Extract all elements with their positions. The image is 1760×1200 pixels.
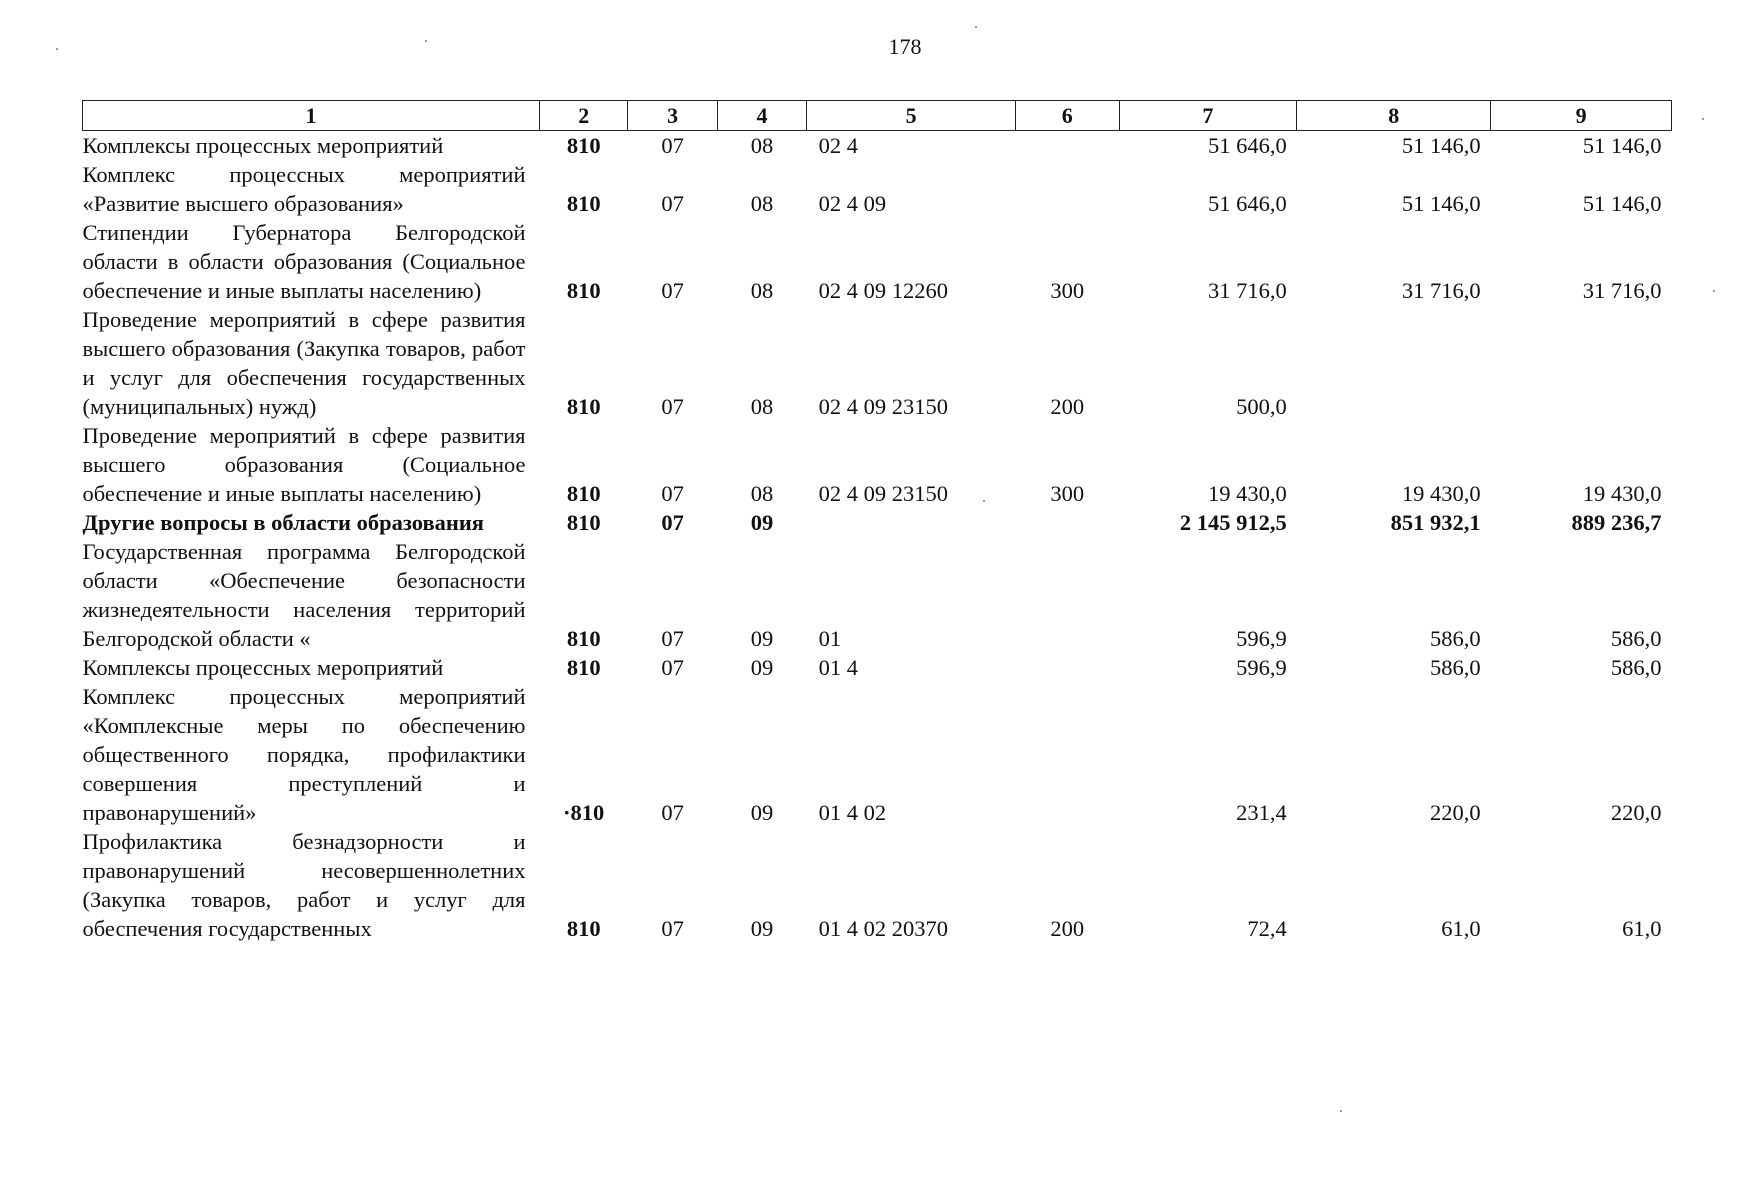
row-name: Комплексы процессных мероприятий	[82, 655, 444, 680]
header-col-1: 1	[83, 101, 540, 131]
scan-speck	[1702, 118, 1704, 120]
row-rz: 07	[661, 481, 684, 506]
row-name: Профилактика безнадзорности и правонарушений несовершеннолетних (Закупка товаров, работ и услуг для обеспечения государственных	[82, 829, 526, 941]
row-csr: 01 4 02 20370	[818, 916, 949, 941]
row-gp: 810	[566, 626, 601, 651]
row-csr: 02 4 09	[818, 191, 887, 216]
row-value-9: 889 236,7	[1571, 510, 1662, 535]
row-name: Другие вопросы в области образования	[82, 510, 484, 535]
header-col-4: 4	[717, 101, 806, 131]
page-number: 178	[888, 34, 922, 59]
row-rz: 07	[661, 133, 684, 158]
row-value-7: 19 430,0	[1208, 481, 1287, 506]
row-value-9: 51 146,0	[1582, 133, 1662, 158]
row-value-8: 19 430,0	[1401, 481, 1481, 506]
table-row-subtotal	[83, 508, 1672, 537]
table-row	[83, 131, 1672, 161]
row-name: Стипендии Губернатора Белгородской области в области образования (Социальное обеспечение и иные выплаты населению)	[82, 220, 526, 303]
row-value-9: 51 146,0	[1582, 191, 1662, 216]
row-rz: 07	[661, 278, 684, 303]
table-row	[83, 305, 1672, 421]
row-gp: 810	[566, 133, 601, 158]
scan-speck	[56, 48, 58, 50]
row-value-8: 51 146,0	[1401, 191, 1481, 216]
row-rz: 07	[661, 191, 684, 216]
row-name: Проведение мероприятий в сфере развития высшего образования (Закупка товаров, работ и услуг для обеспечения государственных (муниципальных) нужд)	[82, 307, 526, 419]
row-value-9: 586,0	[1610, 626, 1662, 651]
row-csr: 02 4 09 23150	[818, 481, 949, 506]
row-value-9	[1491, 305, 1672, 421]
scan-speck	[1340, 1110, 1342, 1112]
row-pr: 08	[750, 191, 774, 216]
row-rz: 07	[661, 510, 684, 535]
header-col-2: 2	[540, 101, 628, 131]
row-value-9: 19 430,0	[1582, 481, 1662, 506]
row-pr: 09	[750, 916, 774, 941]
row-vr: 200	[1050, 394, 1085, 419]
row-csr: 02 4 09 23150	[818, 394, 949, 419]
row-vr	[1016, 653, 1119, 682]
row-csr: 02 4	[818, 133, 859, 158]
row-value-8: 586,0	[1430, 655, 1481, 680]
row-name: Комплексы процессных мероприятий	[82, 133, 444, 158]
row-vr: 300	[1050, 278, 1085, 303]
row-value-7: 231,4	[1236, 800, 1287, 825]
row-value-7: 2 145 912,5	[1179, 510, 1287, 535]
row-value-7: 500,0	[1236, 394, 1287, 419]
row-value-7: 72,4	[1247, 916, 1287, 941]
row-pr: 09	[750, 626, 774, 651]
header-row	[83, 101, 1672, 131]
row-vr: 300	[1050, 481, 1085, 506]
header-col-5: 5	[807, 101, 1016, 131]
row-name: Комплекс процессных мероприятий «Комплексные меры по обеспечению общественного порядка, профилактики совершения преступлений и правонарушений»	[82, 684, 526, 825]
row-value-8: 851 932,1	[1390, 510, 1481, 535]
header-col-7: 7	[1119, 101, 1297, 131]
table-row	[83, 160, 1672, 218]
scan-speck	[425, 40, 427, 42]
table-row	[83, 537, 1672, 653]
row-rz: 07	[661, 800, 684, 825]
row-rz: 07	[661, 626, 684, 651]
row-gp: 810	[566, 394, 601, 419]
header-col-3: 3	[628, 101, 717, 131]
budget-table	[82, 100, 1672, 943]
row-gp: 810	[566, 278, 601, 303]
row-csr: 01 4 02	[818, 800, 887, 825]
scan-speck	[1713, 290, 1715, 292]
table-row	[83, 218, 1672, 305]
row-value-9: 586,0	[1610, 655, 1662, 680]
row-csr	[807, 508, 1016, 537]
row-value-7: 596,9	[1236, 655, 1287, 680]
row-pr: 09	[750, 510, 774, 535]
row-value-9: 61,0	[1622, 916, 1662, 941]
row-gp: 810	[566, 191, 601, 216]
row-vr	[1016, 160, 1119, 218]
row-value-7: 51 646,0	[1208, 191, 1287, 216]
row-rz: 07	[661, 916, 684, 941]
row-gp: ·810	[563, 800, 605, 825]
row-value-8: 220,0	[1430, 800, 1481, 825]
row-value-7: 31 716,0	[1208, 278, 1287, 303]
row-value-9: 220,0	[1610, 800, 1662, 825]
row-rz: 07	[661, 394, 684, 419]
row-csr: 01 4	[818, 655, 859, 680]
row-name: Проведение мероприятий в сфере развития высшего образования (Социальное обеспечение и иные выплаты населению)	[82, 423, 526, 506]
header-col-9: 9	[1491, 101, 1672, 131]
row-vr	[1016, 131, 1119, 161]
row-value-8: 51 146,0	[1401, 133, 1481, 158]
row-rz: 07	[661, 655, 684, 680]
row-csr: 01	[818, 626, 842, 651]
header-col-8: 8	[1297, 101, 1491, 131]
row-name: Комплекс процессных мероприятий «Развитие высшего образования»	[82, 162, 526, 216]
row-gp: 810	[566, 655, 601, 680]
row-gp: 810	[566, 481, 601, 506]
table-row	[83, 682, 1672, 827]
row-pr: 08	[750, 481, 774, 506]
row-pr: 08	[750, 278, 774, 303]
row-gp: 810	[566, 916, 601, 941]
row-value-9: 31 716,0	[1582, 278, 1662, 303]
table-row	[83, 827, 1672, 943]
row-gp: 810	[566, 510, 601, 535]
table-row	[83, 653, 1672, 682]
row-vr: 200	[1050, 916, 1085, 941]
row-value-8: 586,0	[1430, 626, 1481, 651]
row-value-7: 596,9	[1236, 626, 1287, 651]
row-vr	[1016, 682, 1119, 827]
row-pr: 08	[750, 133, 774, 158]
row-vr	[1016, 508, 1119, 537]
row-pr: 09	[750, 800, 774, 825]
row-pr: 08	[750, 394, 774, 419]
row-value-8	[1297, 305, 1491, 421]
header-col-6: 6	[1016, 101, 1119, 131]
row-csr: 02 4 09 12260	[818, 278, 949, 303]
row-value-8: 61,0	[1441, 916, 1481, 941]
row-value-8: 31 716,0	[1401, 278, 1481, 303]
row-pr: 09	[750, 655, 774, 680]
table-row	[83, 421, 1672, 508]
scan-speck	[983, 500, 985, 502]
scan-speck	[975, 26, 977, 28]
row-value-7: 51 646,0	[1208, 133, 1287, 158]
row-name: Государственная программа Белгородской области «Обеспечение безопасности жизнедеятельности населения территорий Белгородской области «	[82, 539, 526, 651]
row-vr	[1016, 537, 1119, 653]
